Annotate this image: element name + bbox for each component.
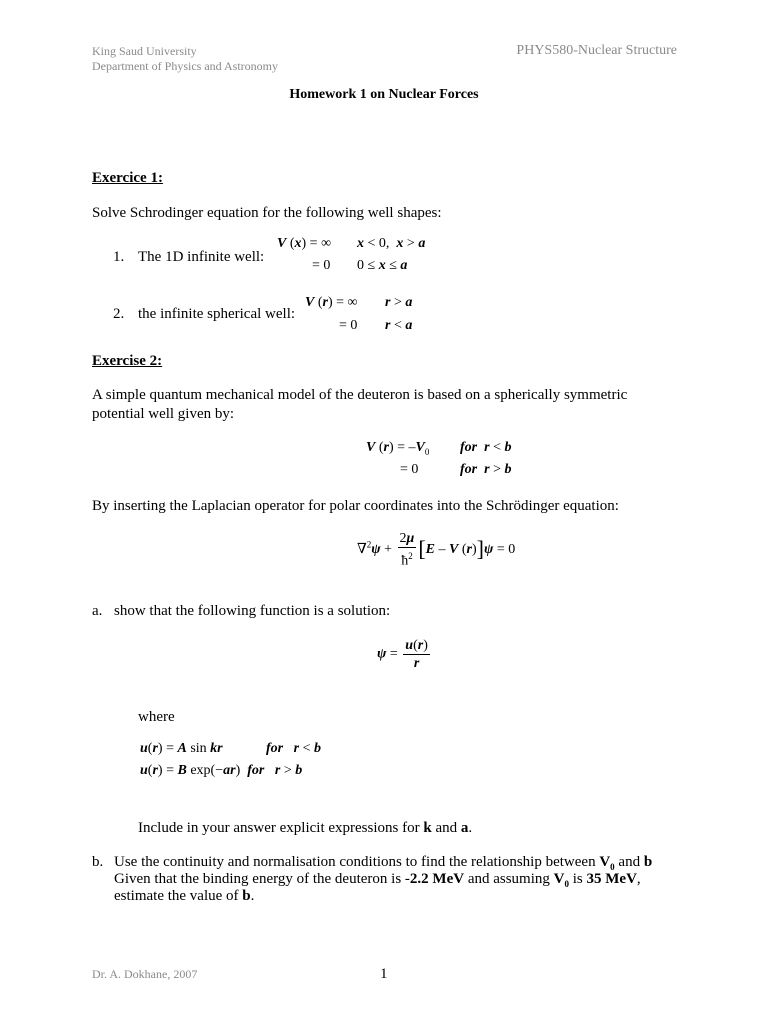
item-1-number: 1.	[113, 249, 125, 265]
eq-deuteron-potential-cond2: for r > b	[460, 462, 512, 477]
item-1-label: The 1D infinite well:	[138, 249, 265, 265]
eq-u-inside-lhs: u(r) = A sin kr	[140, 741, 223, 756]
part-b-line3: estimate the value of b.	[114, 888, 255, 904]
part-b-label: b.	[92, 854, 104, 870]
eq-psi-solution: ψ = $\frac{u(r)}{r}$	[377, 638, 428, 671]
course-code: PHYS580-Nuclear Structure	[516, 43, 677, 58]
eq-spherical-well-line2: = 0	[339, 318, 358, 333]
eq-deuteron-potential-cond1: for r < b	[460, 440, 512, 455]
eq-u-inside-cond: for r < b	[266, 741, 321, 756]
exercise-1-heading: Exercice 1:	[92, 170, 163, 186]
eq-1d-well-cond1: x < 0, x > a	[357, 236, 426, 251]
eq-spherical-well-cond2: r < a	[385, 318, 413, 333]
university-name: King Saud University	[92, 44, 197, 58]
eq-u-outside: u(r) = B exp(−ar) for r > b	[140, 763, 303, 778]
eq-schrodinger: ∇$^2$ψ + $\frac{2\mu}{ħ^2}$ [E – V (r)]ψ = 0	[357, 531, 516, 569]
department-name: Department of Physics and Astronomy	[92, 59, 278, 73]
item-2-number: 2.	[113, 306, 125, 322]
footer-author: Dr. A. Dokhane, 2007	[92, 967, 198, 981]
part-a-label: a.	[92, 603, 103, 619]
include-expressions-text: Include in your answer explicit expressions for k and a.	[138, 820, 473, 836]
part-a-text: show that the following function is a solution:	[114, 603, 391, 619]
part-b-line2: Given that the binding energy of the deuteron is -2.2 MeV and assuming $V_0$ is 35 MeV,	[114, 871, 641, 889]
where-label: where	[138, 709, 175, 725]
exercise-2-para2: By inserting the Laplacian operator for polar coordinates into the Schrödinger equation:	[92, 498, 619, 514]
item-2-label: the infinite spherical well:	[138, 306, 296, 322]
eq-1d-well-cond2: 0 ≤ x ≤ a	[357, 258, 408, 273]
exercise-2-para1-line1: A simple quantum mechanical model of the deuteron is based on a spherically symmetric	[92, 387, 628, 403]
eq-deuteron-potential-line2: = 0	[400, 462, 419, 477]
part-b-line1: Use the continuity and normalisation conditions to find the relationship between $V_0$ and b	[114, 854, 653, 872]
eq-1d-well-line1: V (x) = ∞	[277, 236, 332, 251]
eq-spherical-well-line1: V (r) = ∞	[305, 295, 358, 310]
eq-deuteron-potential-line1: V $(r) = -V_0$	[366, 440, 430, 457]
exercise-2-para1-line2: potential well given by:	[92, 406, 235, 422]
exercise-2-heading: Exercise 2:	[92, 353, 163, 369]
document-title: Homework 1 on Nuclear Forces	[289, 87, 479, 102]
exercise-1-intro: Solve Schrodinger equation for the following well shapes:	[92, 205, 442, 221]
page-number: 1	[380, 966, 388, 982]
eq-1d-well-line2: = 0	[312, 258, 331, 273]
eq-spherical-well-cond1: r > a	[385, 295, 413, 310]
